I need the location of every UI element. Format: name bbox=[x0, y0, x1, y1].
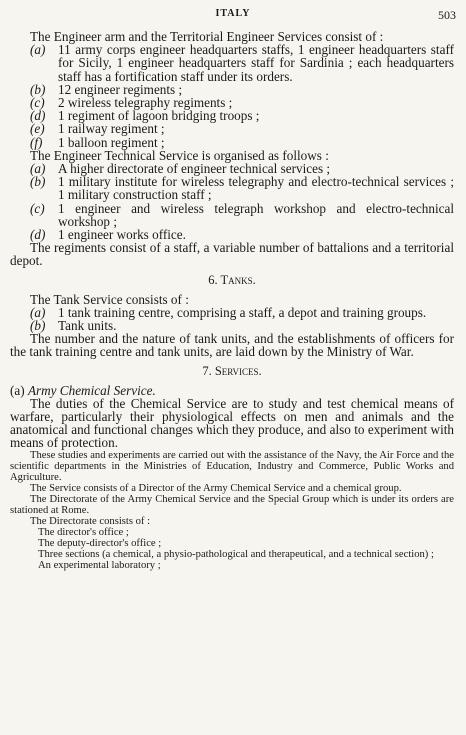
item-label: (a) bbox=[30, 304, 46, 320]
list-item: The deputy-director's office ; bbox=[38, 537, 162, 549]
small-paragraph: The Directorate consists of : bbox=[30, 515, 151, 527]
small-paragraph: These studies and experiments are carried out with the assistance of the Navy, the Air Force and the scientific departments in the Ministries of Education, Industry and Commerce, Public Works and Agriculture. bbox=[10, 449, 454, 483]
item-label: (b) bbox=[30, 174, 46, 190]
small-paragraph: The Directorate of the Army Chemical Service and the Special Group which is under its orders are stationed at Rome. bbox=[10, 493, 454, 516]
regiments-paragraph: The regiments consist of a staff, a variable number of battalions and a territorial depot. bbox=[10, 240, 454, 269]
list-item bbox=[10, 175, 454, 201]
subsection-label: (a) bbox=[10, 382, 25, 398]
item-label: (f) bbox=[30, 134, 43, 150]
engineer-intro: The Engineer arm and the Territorial Engineer Services consist of : bbox=[30, 29, 384, 44]
item-text: 12 engineer regiments ; bbox=[58, 81, 183, 97]
item-label: (c) bbox=[30, 200, 45, 216]
technical-intro: The Engineer Technical Service is organised as follows : bbox=[30, 147, 329, 163]
item-text: 1 railway regiment ; bbox=[58, 121, 165, 137]
item-text: 11 army corps engineer headquarters staffs, 1 engineer headquarters staff for Sicily, 1 engineer headquarters staff for Sardinia ; each headquarters staff has a fortification staff under its orders. bbox=[58, 42, 454, 84]
page-number: 503 bbox=[438, 8, 456, 22]
technical-list bbox=[10, 162, 454, 241]
section-heading-services: 7. Services. bbox=[202, 363, 262, 378]
item-label: (d) bbox=[30, 227, 46, 243]
running-header bbox=[0, 8, 466, 22]
small-paragraph: The Service consists of a Director of the Army Chemical Service and a chemical group. bbox=[30, 482, 402, 494]
item-text: 1 engineer works office. bbox=[58, 227, 186, 243]
page-body bbox=[10, 30, 454, 571]
item-label: (e) bbox=[30, 121, 45, 137]
list-item: The director's office ; bbox=[38, 526, 129, 538]
item-text: 1 engineer and wireless telegraph workshop and electro-technical workshop ; bbox=[58, 200, 454, 229]
item-text: 1 balloon regiment ; bbox=[58, 134, 165, 150]
list-item bbox=[10, 43, 454, 83]
item-label: (b) bbox=[30, 81, 46, 97]
list-item bbox=[10, 136, 454, 149]
item-text: Tank units. bbox=[58, 318, 117, 334]
item-label: (d) bbox=[30, 108, 46, 124]
tank-intro: The Tank Service consists of : bbox=[30, 291, 189, 307]
item-label: (c) bbox=[30, 95, 45, 111]
directorate-list bbox=[10, 527, 454, 571]
running-title: ITALY bbox=[215, 8, 251, 19]
engineer-list bbox=[10, 43, 454, 149]
list-item bbox=[10, 202, 454, 228]
list-item bbox=[10, 319, 454, 332]
item-text: 2 wireless telegraphy regiments ; bbox=[58, 95, 233, 111]
item-text: 1 military institute for wireless telegraphy and electro-technical services ; 1 military construction staff ; bbox=[58, 174, 454, 203]
item-label: (a) bbox=[30, 161, 46, 177]
item-text: 1 tank training centre, comprising a staff, a depot and training groups. bbox=[58, 304, 427, 320]
item-label: (b) bbox=[30, 318, 46, 334]
list-item bbox=[10, 228, 454, 241]
tank-list bbox=[10, 306, 454, 332]
list-item: An experimental laboratory ; bbox=[38, 559, 161, 571]
item-text: 1 regiment of lagoon bridging troops ; bbox=[58, 108, 260, 124]
item-label: (a) bbox=[30, 42, 46, 58]
section-heading-tanks: 6. Tanks. bbox=[208, 272, 256, 287]
chemical-duties-paragraph: The duties of the Chemical Service are to study and test chemical means of warfare, particularly their physiological effects on men and animals and the anatomical and functional changes which they produce, and also to experiment with means of protection. bbox=[10, 395, 454, 451]
subsection-title: Army Chemical Service. bbox=[27, 382, 156, 398]
item-text: A higher directorate of engineer technical services ; bbox=[58, 161, 331, 177]
list-item: Three sections (a chemical, a physio-pathological and therapeutical, and a technical section) ; bbox=[38, 548, 434, 560]
subsection-heading bbox=[10, 384, 454, 397]
tank-note: The number and the nature of tank units, and the establishments of officers for the tank training centre and tank units, are laid down by the Ministry of War. bbox=[10, 331, 454, 360]
